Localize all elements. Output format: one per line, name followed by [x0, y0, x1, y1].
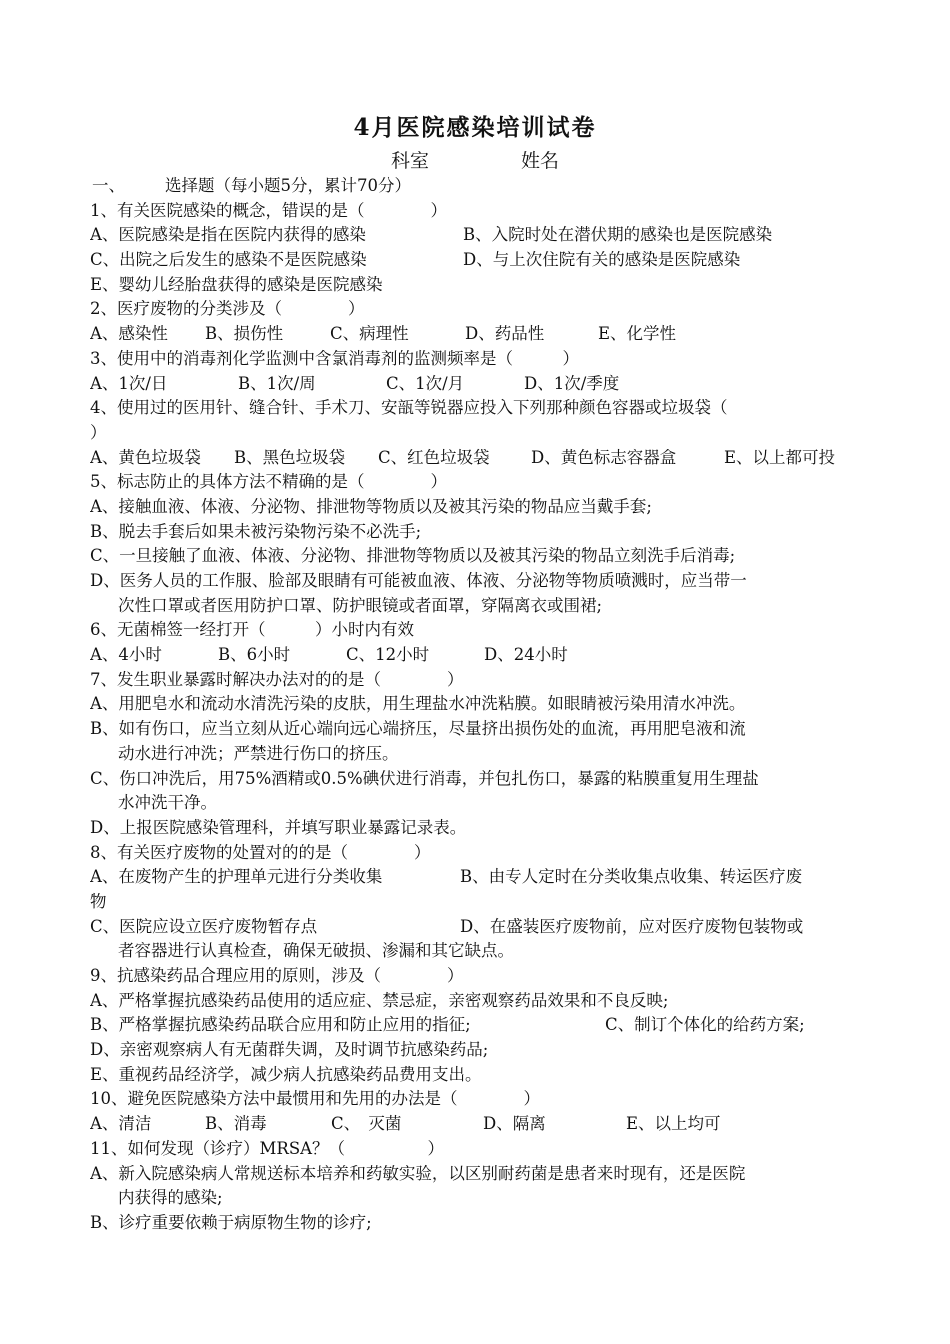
option-b: B、损伤性	[205, 324, 284, 344]
section-heading	[90, 174, 860, 199]
question-5-option-c: C、一旦接触了血液、体液、分泌物、排泄物等物质以及被其污染的物品立刻洗手后消毒;	[90, 546, 736, 566]
option-c: C、红色垃圾袋	[378, 447, 490, 467]
option-d: D、24小时	[484, 645, 568, 665]
question-1-options-cd	[90, 248, 860, 273]
question-11-option-b: B、诊疗重要依赖于病原物生物的诊疗;	[90, 1212, 372, 1232]
department-label: 科室	[390, 150, 429, 172]
question-10-stem: 10、避免医院感染方法中最惯用和先用的办法是（ ）	[90, 1089, 540, 1109]
option-c: C、 灭菌	[331, 1114, 402, 1134]
option-b: B、6小时	[218, 645, 291, 665]
section-number: 一、	[92, 176, 125, 195]
option-c: C、出院之后发生的感染不是医院感染	[90, 250, 367, 270]
option-d: D、药品性	[465, 324, 545, 344]
option-b: B、严格掌握抗感染药品联合应用和防止应用的指征;	[90, 1015, 471, 1035]
question-10-options	[90, 1112, 860, 1137]
option-d: D、黄色标志容器盒	[531, 447, 677, 467]
question-9-option-d: D、亲密观察病人有无菌群失调，及时调节抗感染药品;	[90, 1040, 489, 1060]
question-8-options-cd	[90, 915, 860, 940]
option-c: C、1次/月	[386, 373, 465, 393]
option-d: D、在盛装医疗废物前，应对医疗废物包装物或	[460, 916, 804, 936]
question-2-stem: 2、医疗废物的分类涉及（ ）	[90, 299, 365, 319]
question-3-options	[90, 372, 860, 397]
option-a: A、在废物产生的护理单元进行分类收集	[90, 867, 383, 887]
question-4-stem: 4、使用过的医用针、缝合针、手术刀、安瓿等锐器应投入下列那种颜色容器或垃圾袋（	[90, 398, 728, 418]
question-11-stem: 11、如何发现（诊疗）MRSA？（ ）	[90, 1138, 445, 1158]
option-c: C、制订个体化的给药方案;	[605, 1015, 805, 1035]
option-d: D、隔离	[483, 1114, 546, 1134]
question-1-stem: 1、有关医院感染的概念，错误的是（ ）	[90, 200, 447, 220]
option-e: E、化学性	[598, 324, 677, 344]
option-c: C、12小时	[346, 645, 430, 665]
option-b: B、消毒	[205, 1114, 267, 1134]
section-text: 选择题（每小题5分，累计70分）	[165, 176, 411, 195]
question-9-options-bc	[90, 1013, 860, 1038]
option-a: A、医院感染是指在医院内获得的感染	[90, 225, 366, 245]
exam-title: 4月医院感染培训试卷	[353, 114, 597, 141]
question-9-stem: 9、抗感染药品合理应用的原则，涉及（ ）	[90, 966, 464, 985]
name-label: 姓名	[521, 150, 560, 172]
option-d: D、与上次住院有关的感染是医院感染	[463, 250, 741, 270]
question-9-option-a: A、严格掌握抗感染药品使用的适应症、禁忌症，亲密观察药品效果和不良反映;	[90, 990, 669, 1010]
option-a: A、清洁	[90, 1114, 152, 1134]
question-11-option-a-cont: 内获得的感染;	[118, 1188, 223, 1208]
exam-meta	[90, 148, 860, 174]
question-5-option-d-cont: 次性口罩或者医用防护口罩、防护眼镜或者面罩，穿隔离衣或围裙;	[118, 595, 603, 615]
question-1-option-e: E、婴幼儿经胎盘获得的感染是医院感染	[90, 274, 383, 294]
option-b: B、1次/周	[238, 373, 316, 393]
option-e: E、以上均可	[626, 1114, 721, 1134]
question-8-options-ab	[90, 865, 860, 890]
question-7-option-d: D、上报医院感染管理科，并填写职业暴露记录表。	[90, 817, 467, 837]
question-7-option-b-cont: 动水进行冲洗；严禁进行伤口的挤压。	[118, 743, 399, 763]
question-3-stem: 3、使用中的消毒剂化学监测中含氯消毒剂的监测频率是（ ）	[90, 348, 579, 368]
question-5-option-b: B、脱去手套后如果未被污染物污染不必洗手;	[90, 521, 422, 541]
question-11-option-a: A、新入院感染病人常规送标本培养和药敏实验，以区别耐药菌是患者来时现有，还是医院	[90, 1163, 746, 1183]
option-b: B、黑色垃圾袋	[234, 447, 346, 467]
question-4-stem-cont: ）	[90, 422, 107, 442]
option-a: A、1次/日	[90, 373, 168, 393]
question-5-stem: 5、标志防止的具体方法不精确的是（ ）	[90, 472, 447, 492]
question-5-option-a: A、接触血液、体液、分泌物、排泄物等物质以及被其污染的物品应当戴手套;	[90, 496, 652, 516]
option-b: B、由专人定时在分类收集点收集、转运医疗废	[460, 867, 803, 887]
question-8-option-d-cont: 者容器进行认真检查，确保无破损、渗漏和其它缺点。	[118, 941, 514, 961]
question-4-options	[90, 446, 860, 471]
option-a: A、感染性	[90, 324, 168, 344]
question-7-option-c-cont: 水冲洗干净。	[118, 793, 217, 813]
option-b: B、入院时处在潜伏期的感染也是医院感染	[463, 225, 773, 245]
question-8-stem: 8、有关医疗废物的处置对的的是（ ）	[90, 842, 431, 862]
option-a: A、4小时	[90, 645, 162, 665]
option-c: C、病理性	[330, 324, 409, 344]
question-7-option-b: B、如有伤口，应当立刻从近心端向远心端挤压，尽量挤出损伤处的血流，再用肥皂液和流	[90, 719, 746, 739]
question-7-option-a: A、用肥皂水和流动水清洗污染的皮肤，用生理盐水冲洗粘膜。如眼睛被污染用清水冲洗。	[90, 694, 746, 714]
question-7-stem: 7、发生职业暴露时解决办法对的的是（ ）	[90, 669, 464, 689]
question-1-options-ab	[90, 223, 860, 248]
option-a: A、黄色垃圾袋	[90, 447, 201, 467]
option-d: D、1次/季度	[524, 373, 620, 393]
question-2-options	[90, 322, 860, 347]
question-8-option-b-cont: 物	[90, 891, 107, 911]
question-5-option-d: D、医务人员的工作服、脸部及眼睛有可能被血液、体液、分泌物等物质喷溅时，应当带一	[90, 571, 747, 590]
option-e: E、以上都可投	[724, 447, 836, 467]
question-6-options	[90, 643, 860, 668]
question-6-stem: 6、无菌棉签一经打开（ ）小时内有效	[90, 620, 414, 640]
question-7-option-c: C、伤口冲洗后，用75%酒精或0.5%碘伏进行消毒，并包扎伤口，暴露的粘膜重复用生理盐	[90, 768, 759, 788]
option-c: C、医院应设立医疗废物暂存点	[90, 916, 318, 936]
question-9-option-e: E、重视药品经济学，减少病人抗感染药品费用支出。	[90, 1064, 482, 1084]
